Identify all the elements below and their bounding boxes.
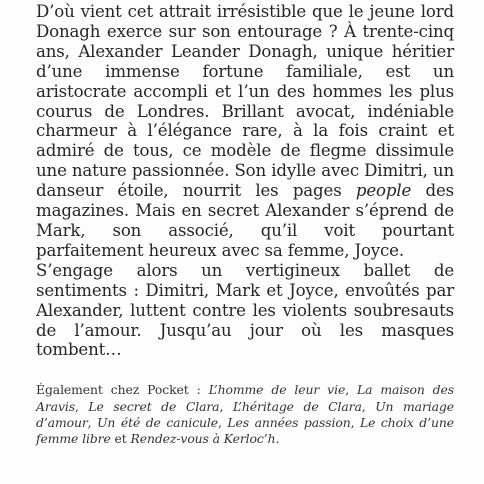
separator: , xyxy=(74,398,89,414)
blurb-paragraph-1 xyxy=(36,2,454,261)
blurb-text-part-1: D’où vient cet attrait irrésistible que le jeune lord Donagh exerce sur son entourage ? À trente-cinq ans, Alexander Leander Donagh, unique héritier d’une immense fortune familiale, est un aristocrate accompli et l’un des hommes les plus courus de Londres. Brillant avocat, indéniable charmeur à l’élégance rare, à la fois craint et admiré de tous, ce modèle de flegme dissimule une nature passionnée. Son idylle avec Dimitri, un danseur étoile, nourrit les pages xyxy=(36,2,454,201)
separator: , xyxy=(87,414,98,430)
book-title: Le secret de Clara xyxy=(88,398,220,414)
separator: , xyxy=(345,382,358,398)
also-by-author-list xyxy=(36,382,454,447)
book-title: Rendez-vous à Kerloc’h xyxy=(130,431,276,447)
separator: , xyxy=(350,414,361,430)
also-intro: Également chez Pocket : xyxy=(36,382,209,398)
italic-word-people: people xyxy=(355,181,412,201)
separator: , xyxy=(218,414,228,430)
book-title: Un mariage d’amour xyxy=(36,398,454,430)
blurb-paragraph-2: S’engage alors un vertigineux ballet de sentiments : Dimitri, Mark et Joyce, envoûtés par Alexander, luttent contre les violents soubresauts de l’amour. Jusqu’au jour où les masques tombent… xyxy=(36,260,454,360)
separator-and: et xyxy=(110,431,131,447)
separator: , xyxy=(219,398,233,414)
book-title: Le choix d’une femme libre xyxy=(36,414,454,447)
separator: , xyxy=(361,398,376,414)
blurb-text-part-2: des magazines. Mais en secret Alexander s’éprend de Mark, son associé, qu’il voit pourtant parfaitement heureux avec sa femme, Joyce. xyxy=(36,181,454,260)
book-title: Les années passion xyxy=(227,414,351,430)
book-title: L’héritage de Clara xyxy=(232,398,362,414)
blurb-text xyxy=(36,2,454,448)
book-title: L’homme de leur vie xyxy=(208,382,346,398)
list-end: . xyxy=(275,431,280,447)
book-title: Un été de canicule xyxy=(97,414,219,430)
book-title: La maison des Aravis xyxy=(36,382,455,414)
